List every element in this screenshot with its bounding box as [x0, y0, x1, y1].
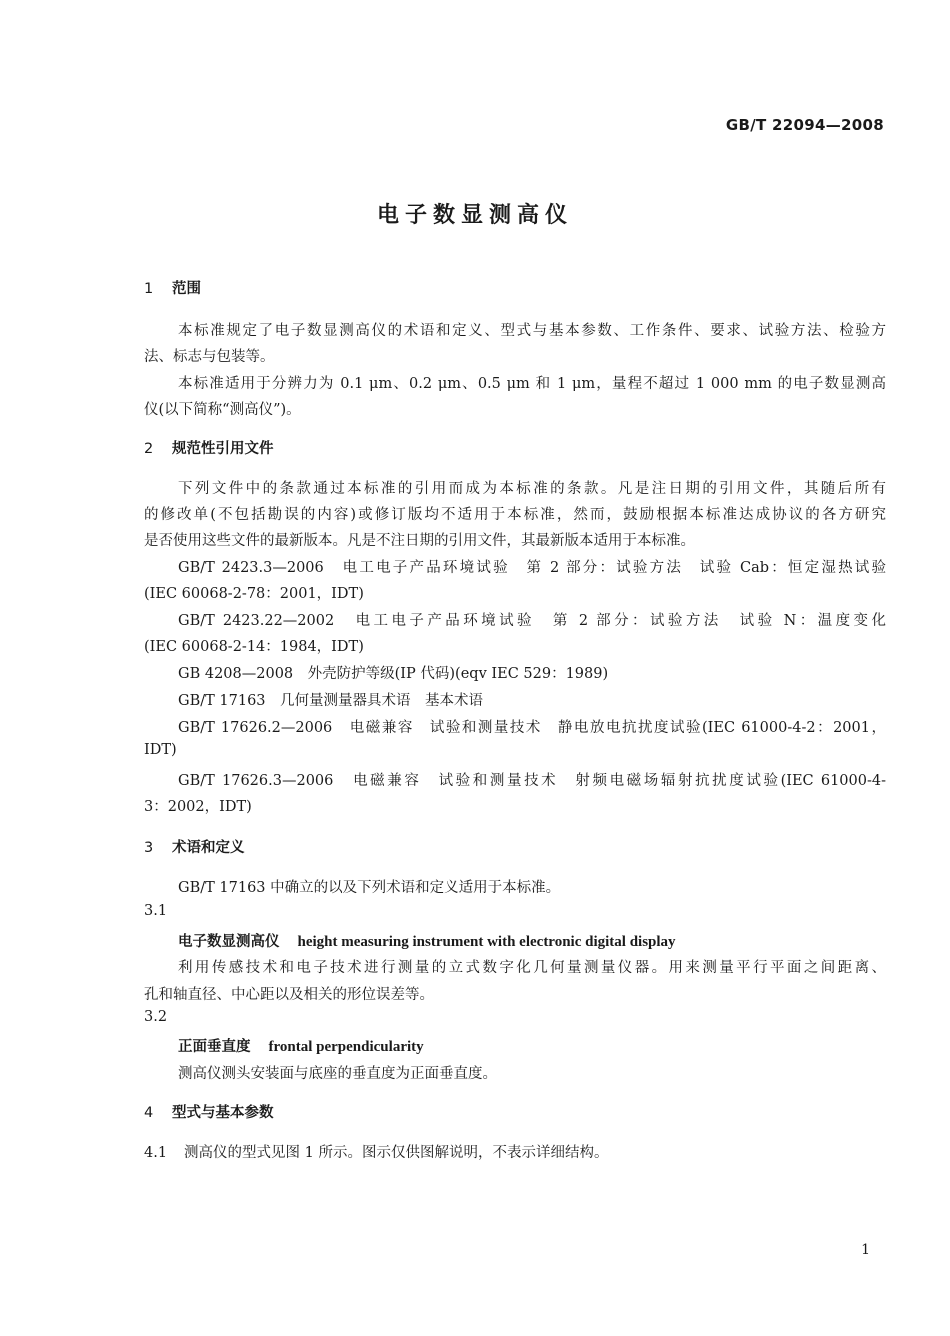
term-3-2-number: 3.2 [144, 1009, 168, 1025]
ref-2-line2: (IEC 60068-2-14：1984，IDT) [144, 639, 364, 655]
section-1-number: 1 [144, 281, 154, 297]
section-4-number: 4 [144, 1105, 154, 1121]
ref-1-line1: GB/T 2423.3—2006 电工电子产品环境试验 第 2 部分：试验方法 试验 Cab：恒定湿热试验 [178, 560, 886, 576]
ref-3-line1: GB 4208—2008 外壳防护等级(IP 代码)(eqv IEC 529：1989) [178, 666, 609, 682]
page-number: 1 [861, 1242, 870, 1258]
section-1-title: 范围 [172, 281, 201, 297]
s1-para2-line2: 仪(以下简称“测高仪”)。 [144, 402, 301, 418]
ref-2-line1: GB/T 2423.22—2002 电工电子产品环境试验 第 2 部分：试验方法 试验 N：温度变化 [178, 613, 886, 629]
section-1-heading [144, 277, 201, 298]
s2-para1-line1: 下列文件中的条款通过本标准的引用而成为本标准的条款。凡是注日期的引用文件，其随后所有 [178, 481, 886, 497]
term-3-1-heading [178, 930, 676, 951]
term-3-1-number: 3.1 [144, 903, 168, 919]
s2-para1-line2: 的修改单(不包括勘误的内容)或修订版均不适用于本标准，然而，鼓励根据本标准达成协议的各方研究 [144, 507, 886, 523]
term-3-2-zh: 正面垂直度 [178, 1039, 251, 1055]
section-3-number: 3 [144, 840, 154, 856]
section-3-title: 术语和定义 [172, 840, 245, 856]
section-2-number: 2 [144, 441, 154, 457]
section-4-title: 型式与基本参数 [172, 1105, 274, 1121]
ref-5-line2: IDT) [144, 742, 177, 758]
section-4-heading [144, 1101, 274, 1122]
term-3-1-zh: 电子数显测高仪 [178, 934, 280, 950]
ref-4-line1: GB/T 17163 几何量测量器具术语 基本术语 [178, 693, 484, 709]
s1-para1-line1: 本标准规定了电子数显测高仪的术语和定义、型式与基本参数、工作条件、要求、试验方法、检验方 [178, 323, 886, 339]
term-3-2-en: frontal perpendicularity [268, 1039, 424, 1055]
term-3-2-heading [178, 1035, 424, 1056]
section-3-heading [144, 836, 245, 857]
section-2-title: 规范性引用文件 [172, 441, 274, 457]
s3-intro: GB/T 17163 中确立的以及下列术语和定义适用于本标准。 [178, 880, 561, 896]
ref-6-line2: 3：2002，IDT) [144, 799, 252, 815]
page-title: 电子数显测高仪 [376, 203, 573, 228]
s1-para2-line1: 本标准适用于分辨力为 0.1 μm、0.2 μm、0.5 μm 和 1 μm，量程不超过 1 000 mm 的电子数显测高 [178, 376, 886, 392]
term-3-2-def: 测高仪测头安装面与底座的垂直度为正面垂直度。 [178, 1066, 497, 1082]
clause-4-1-number: 4.1 [144, 1145, 168, 1161]
term-3-1-def-line2: 孔和轴直径、中心距以及相关的形位误差等。 [144, 987, 434, 1003]
clause-4-1 [144, 1141, 608, 1162]
ref-5-line1: GB/T 17626.2—2006 电磁兼容 试验和测量技术 静电放电抗扰度试验(IEC 61000-4-2：2001， [178, 720, 886, 736]
section-2-heading [144, 437, 274, 458]
s2-para1-line3: 是否使用这些文件的最新版本。凡是不注日期的引用文件，其最新版本适用于本标准。 [144, 533, 695, 549]
ref-1-line2: (IEC 60068-2-78：2001，IDT) [144, 586, 364, 602]
ref-6-line1: GB/T 17626.3—2006 电磁兼容 试验和测量技术 射频电磁场辐射抗扰度试验(IEC 61000-4- [178, 773, 886, 789]
term-3-1-def-line1: 利用传感技术和电子技术进行测量的立式数字化几何量测量仪器。用来测量平行平面之间距离、 [178, 960, 886, 976]
s1-para1-line2: 法、标志与包装等。 [144, 349, 275, 365]
clause-4-1-text: 测高仪的型式见图 1 所示。图示仅供图解说明，不表示详细结构。 [184, 1145, 609, 1161]
standard-code: GB/T 22094—2008 [725, 116, 884, 134]
term-3-1-en: height measuring instrument with electronic digital display [297, 934, 676, 950]
